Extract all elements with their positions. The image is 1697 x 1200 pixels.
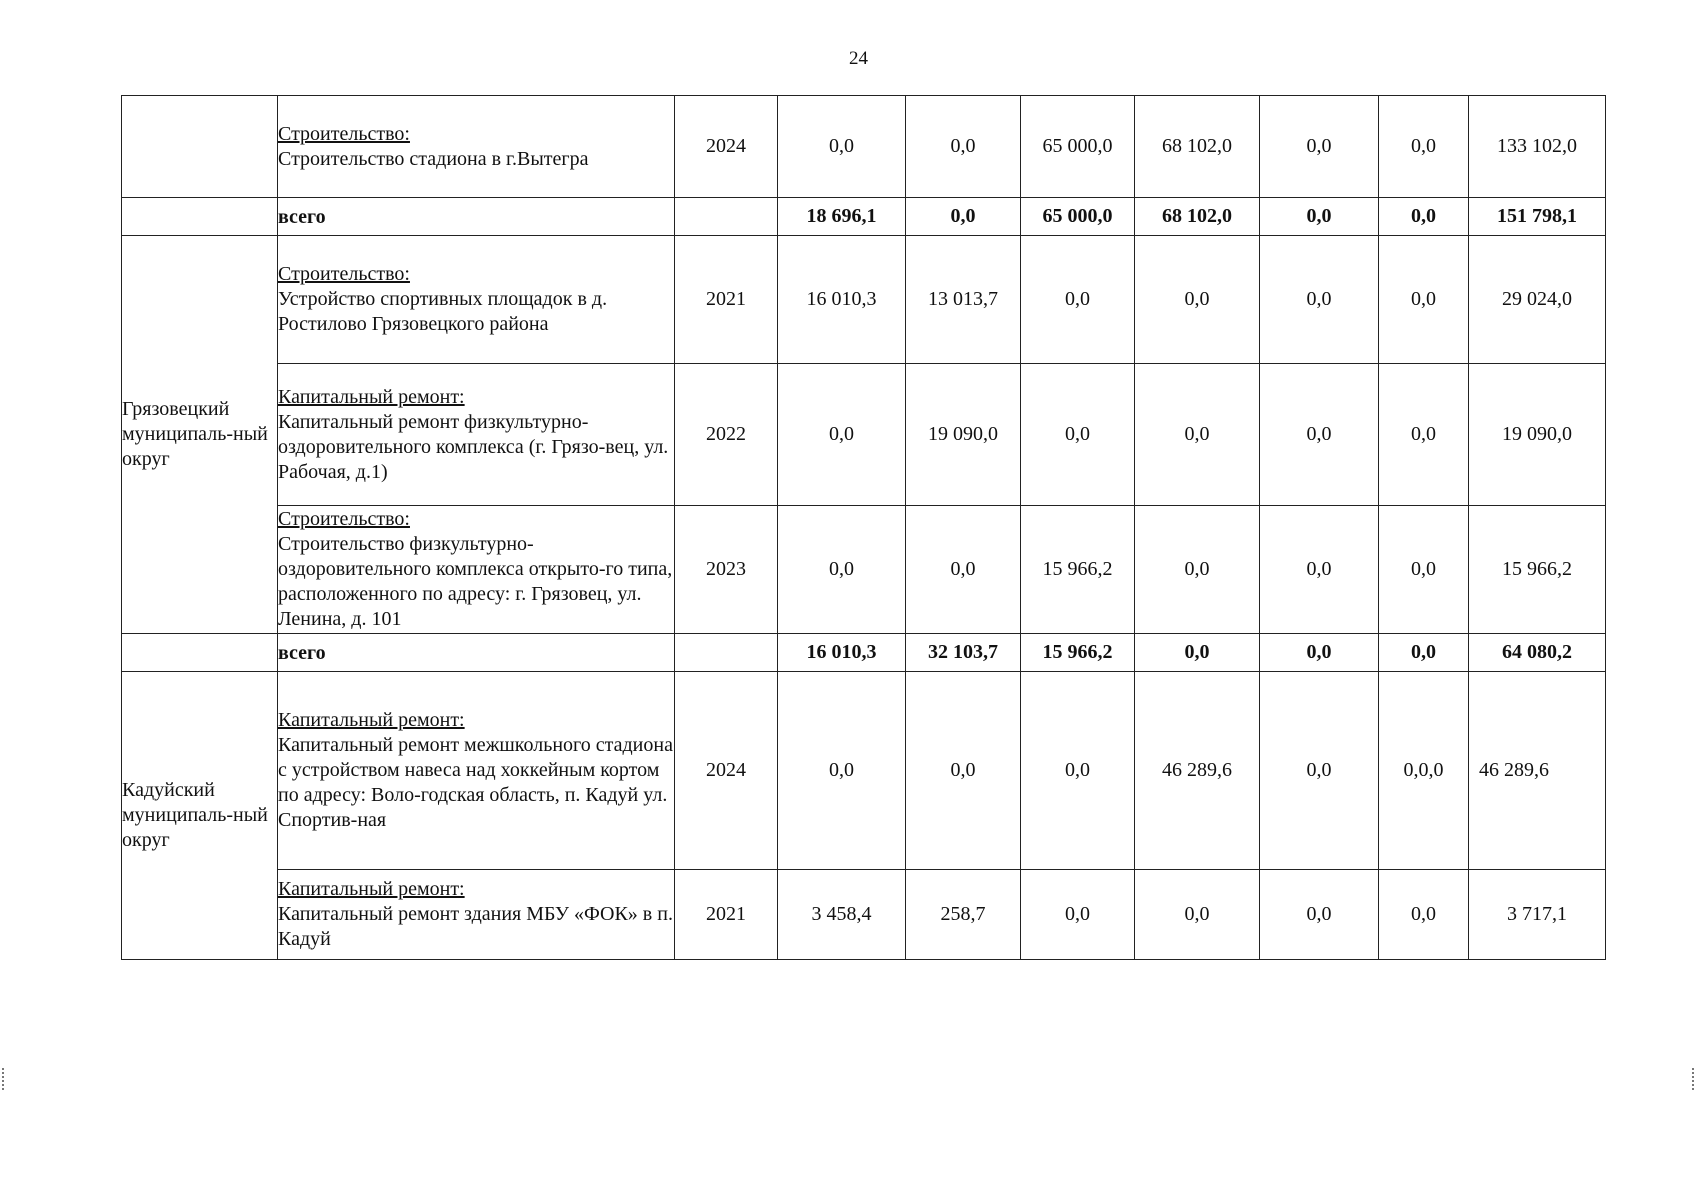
year-cell: 2024: [675, 672, 778, 870]
category-label: Строительство:: [278, 508, 410, 530]
category-label: Капитальный ремонт:: [278, 878, 465, 900]
value-cell: 46 289,6: [1469, 672, 1606, 870]
municipality-cell: Грязовецкий муниципаль-ный округ: [122, 236, 278, 634]
value-cell: 15 966,2: [1469, 506, 1606, 634]
value-cell: 0,0: [1260, 672, 1379, 870]
value-cell: 19 090,0: [906, 364, 1021, 506]
value-cell: 19 090,0: [1469, 364, 1606, 506]
table-row: [122, 96, 1606, 198]
value-cell: 15 966,2: [1021, 506, 1135, 634]
table-row: [122, 870, 1606, 960]
total-value-cell: 0,0: [1379, 198, 1469, 236]
total-value-cell: 16 010,3: [778, 634, 906, 672]
total-value-cell: 15 966,2: [1021, 634, 1135, 672]
category-label: Строительство:: [278, 263, 410, 285]
total-value-cell: 68 102,0: [1135, 198, 1260, 236]
value-cell: 0,0: [1260, 364, 1379, 506]
value-cell: 0,0: [778, 506, 906, 634]
value-cell: 0,0: [1135, 236, 1260, 364]
total-value-cell: 32 103,7: [906, 634, 1021, 672]
budget-table: [121, 95, 1606, 960]
category-label: Капитальный ремонт:: [278, 709, 465, 731]
value-cell: 0,0: [1021, 364, 1135, 506]
municipality-cell: Кадуйский муниципаль-ный округ: [122, 672, 278, 960]
value-cell: 68 102,0: [1135, 96, 1260, 198]
description-cell: [278, 236, 675, 364]
table-row: [122, 506, 1606, 634]
description-cell: [278, 364, 675, 506]
value-cell: 65 000,0: [1021, 96, 1135, 198]
category-label: Строительство:: [278, 122, 410, 145]
table-row: [122, 364, 1606, 506]
total-value-cell: 64 080,2: [1469, 634, 1606, 672]
empty-cell: [675, 198, 778, 236]
empty-cell: [122, 634, 278, 672]
value-cell: 0,0: [1260, 96, 1379, 198]
value-cell: 0,0: [906, 506, 1021, 634]
value-cell: 0,0: [1135, 364, 1260, 506]
value-cell: 0,0: [1260, 236, 1379, 364]
year-cell: 2022: [675, 364, 778, 506]
project-name: Капитальный ремонт здания МБУ «ФОК» в п. Кадуй: [278, 903, 673, 950]
scan-edge-mark: [2, 1068, 6, 1090]
value-cell: 0,0,0: [1379, 672, 1469, 870]
value-cell: 0,0: [1021, 870, 1135, 960]
value-cell: 0,0: [1021, 236, 1135, 364]
value-cell: 0,0: [1379, 236, 1469, 364]
empty-cell: [675, 634, 778, 672]
year-cell: 2021: [675, 236, 778, 364]
table-row: [122, 672, 1606, 870]
value-cell: 0,0: [1379, 96, 1469, 198]
value-cell: 16 010,3: [778, 236, 906, 364]
value-cell: 46 289,6: [1135, 672, 1260, 870]
year-cell: 2024: [675, 96, 778, 198]
project-name: Строительство стадиона в г.Вытегра: [278, 147, 589, 170]
value-cell: 0,0: [778, 364, 906, 506]
value-cell: 258,7: [906, 870, 1021, 960]
year-cell: 2023: [675, 506, 778, 634]
value-cell: 3 717,1: [1469, 870, 1606, 960]
value-cell: 0,0: [1135, 870, 1260, 960]
total-value-cell: 65 000,0: [1021, 198, 1135, 236]
total-row: [122, 634, 1606, 672]
category-label: Капитальный ремонт:: [278, 385, 465, 408]
value-cell: 0,0: [906, 672, 1021, 870]
value-cell: 0,0: [1260, 506, 1379, 634]
value-cell: 0,0: [1021, 672, 1135, 870]
value-cell: 13 013,7: [906, 236, 1021, 364]
description-cell: [278, 506, 675, 634]
value-cell: 133 102,0: [1469, 96, 1606, 198]
total-value-cell: 18 696,1: [778, 198, 906, 236]
value-cell: 29 024,0: [1469, 236, 1606, 364]
scan-edge-mark: [1692, 1068, 1696, 1090]
total-value-cell: 0,0: [1260, 198, 1379, 236]
total-label: всего: [278, 634, 675, 672]
municipality-cell: [122, 96, 278, 198]
page-number: 24: [849, 48, 868, 69]
total-value-cell: 0,0: [1260, 634, 1379, 672]
description-cell: [278, 870, 675, 960]
value-cell: 0,0: [1260, 870, 1379, 960]
total-value-cell: 0,0: [1379, 634, 1469, 672]
value-cell: 0,0: [906, 96, 1021, 198]
value-cell: 0,0: [778, 672, 906, 870]
project-name: Капитальный ремонт физкультурно-оздоровительного комплекса (г. Грязо-вец, ул. Рабочая, д.1): [278, 410, 669, 483]
year-cell: 2021: [675, 870, 778, 960]
description-cell: [278, 672, 675, 870]
value-cell: 0,0: [1135, 506, 1260, 634]
description-cell: [278, 96, 675, 198]
total-label: всего: [278, 198, 675, 236]
value-cell: 0,0: [1379, 506, 1469, 634]
total-value-cell: 151 798,1: [1469, 198, 1606, 236]
value-cell: 0,0: [1379, 870, 1469, 960]
project-name: Капитальный ремонт межшкольного стадиона с устройством навеса над хоккейным кортом по адресу: Воло-годская область, п. Кадуй ул. Спортив-ная: [278, 734, 673, 831]
empty-cell: [122, 198, 278, 236]
value-cell: 0,0: [1379, 364, 1469, 506]
total-row: [122, 198, 1606, 236]
total-value-cell: 0,0: [906, 198, 1021, 236]
table-row: [122, 236, 1606, 364]
project-name: Строительство физкультурно-оздоровительного комплекса открыто-го типа, расположенного по адресу: г. Грязовец, ул. Ленина, д. 101: [278, 533, 673, 630]
total-value-cell: 0,0: [1135, 634, 1260, 672]
value-cell: 0,0: [778, 96, 906, 198]
value-cell: 3 458,4: [778, 870, 906, 960]
project-name: Устройство спортивных площадок в д. Ростилово Грязовецкого района: [278, 288, 608, 335]
